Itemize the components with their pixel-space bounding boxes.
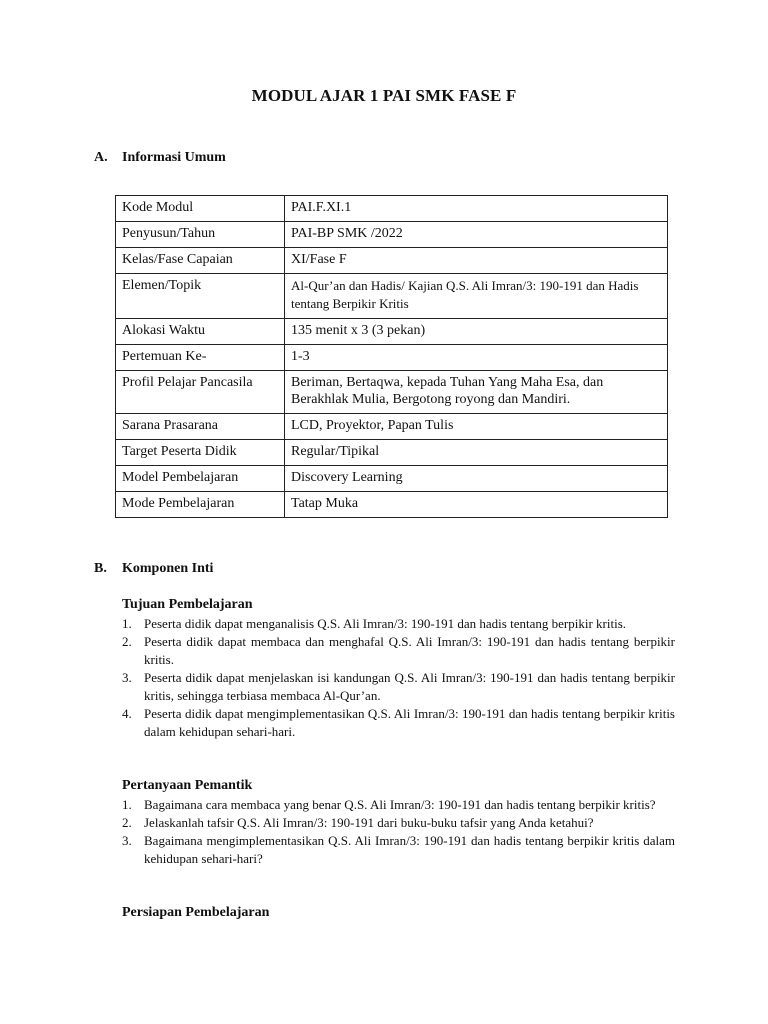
list-item bbox=[122, 633, 675, 669]
list-item-text: Peserta didik dapat mengimplementasikan Q.S. Ali Imran/3: 190-191 dan hadis tentang berpikir kritis dalam kehidupan sehari-hari. bbox=[144, 706, 675, 739]
pemantik-heading: Pertanyaan Pemantik bbox=[122, 778, 253, 793]
list-item-number: 4. bbox=[122, 706, 132, 721]
list-item-text: Peserta didik dapat menjelaskan isi kandungan Q.S. Ali Imran/3: 190-191 dan hadis tentang berpikir kritis, sehingga terbiasa membaca Al-Qur’an. bbox=[144, 670, 675, 703]
section-a-letter: A. bbox=[94, 150, 108, 165]
list-item bbox=[122, 669, 675, 705]
list-item bbox=[122, 832, 675, 868]
table-row bbox=[116, 274, 668, 319]
list-item bbox=[122, 615, 675, 633]
table-row bbox=[116, 414, 668, 440]
row-label-profil: Profil Pelajar Pancasila bbox=[116, 371, 285, 414]
row-label-kelas: Kelas/Fase Capaian bbox=[116, 248, 285, 274]
row-value-profil: Beriman, Bertaqwa, kepada Tuhan Yang Maha Esa, dan Berakhlak Mulia, Bergotong royong dan Mandiri. bbox=[285, 371, 668, 414]
table-row bbox=[116, 466, 668, 492]
row-value-kelas: XI/Fase F bbox=[285, 248, 668, 274]
table-row bbox=[116, 371, 668, 414]
list-item-text: Peserta didik dapat menganalisis Q.S. Ali Imran/3: 190-191 dan hadis tentang berpikir kritis. bbox=[144, 616, 626, 631]
row-label-penyusun: Penyusun/Tahun bbox=[116, 222, 285, 248]
section-b-title: Komponen Inti bbox=[122, 561, 214, 576]
section-a-heading bbox=[94, 150, 226, 166]
row-value-penyusun: PAI-BP SMK /2022 bbox=[285, 222, 668, 248]
row-value-elemen bbox=[285, 274, 668, 319]
tujuan-list bbox=[122, 615, 675, 741]
list-item bbox=[122, 814, 675, 832]
table-row bbox=[116, 222, 668, 248]
list-item-number: 2. bbox=[122, 815, 132, 830]
row-value-elemen-text: Al-Qur’an dan Hadis/ Kajian Q.S. Ali Imran/3: 190-191 dan Hadis tentang Berpikir Kritis bbox=[291, 278, 639, 311]
table-row bbox=[116, 345, 668, 371]
tujuan-heading: Tujuan Pembelajaran bbox=[122, 597, 253, 612]
section-b-heading bbox=[94, 561, 213, 577]
row-value-pertemuan: 1-3 bbox=[285, 345, 668, 371]
row-label-alokasi: Alokasi Waktu bbox=[116, 319, 285, 345]
list-item-number: 3. bbox=[122, 670, 132, 685]
list-item-text: Bagaimana cara membaca yang benar Q.S. Ali Imran/3: 190-191 dan hadis tentang berpikir kritis? bbox=[144, 797, 656, 812]
list-item-number: 2. bbox=[122, 634, 132, 649]
list-item-text: Bagaimana mengimplementasikan Q.S. Ali Imran/3: 190-191 dan hadis tentang berpikir kritis dalam kehidupan sehari-hari? bbox=[144, 833, 675, 866]
list-item bbox=[122, 796, 675, 814]
row-label-model: Model Pembelajaran bbox=[116, 466, 285, 492]
row-label-sarana: Sarana Prasarana bbox=[116, 414, 285, 440]
info-table bbox=[115, 195, 668, 518]
row-value-mode: Tatap Muka bbox=[285, 492, 668, 518]
persiapan-heading: Persiapan Pembelajaran bbox=[122, 905, 270, 920]
list-item-number: 1. bbox=[122, 616, 132, 631]
row-value-model: Discovery Learning bbox=[285, 466, 668, 492]
row-label-kode-modul: Kode Modul bbox=[116, 196, 285, 222]
section-b-letter: B. bbox=[94, 561, 107, 576]
list-item-number: 3. bbox=[122, 833, 132, 848]
row-label-elemen: Elemen/Topik bbox=[116, 274, 285, 319]
table-row bbox=[116, 492, 668, 518]
list-item bbox=[122, 705, 675, 741]
table-row bbox=[116, 196, 668, 222]
row-label-target: Target Peserta Didik bbox=[116, 440, 285, 466]
row-value-target: Regular/Tipikal bbox=[285, 440, 668, 466]
list-item-number: 1. bbox=[122, 797, 132, 812]
row-value-sarana: LCD, Proyektor, Papan Tulis bbox=[285, 414, 668, 440]
table-row bbox=[116, 319, 668, 345]
list-item-text: Jelaskanlah tafsir Q.S. Ali Imran/3: 190-191 dari buku-buku tafsir yang Anda ketahui? bbox=[144, 815, 594, 830]
table-row bbox=[116, 248, 668, 274]
row-label-mode: Mode Pembelajaran bbox=[116, 492, 285, 518]
row-label-pertemuan: Pertemuan Ke- bbox=[116, 345, 285, 371]
list-item-text: Peserta didik dapat membaca dan menghafal Q.S. Ali Imran/3: 190-191 dan hadis tentang berpikir kritis. bbox=[144, 634, 675, 667]
section-a-title: Informasi Umum bbox=[122, 150, 226, 165]
row-value-kode-modul: PAI.F.XI.1 bbox=[285, 196, 668, 222]
row-value-alokasi: 135 menit x 3 (3 pekan) bbox=[285, 319, 668, 345]
table-row bbox=[116, 440, 668, 466]
document-title: MODUL AJAR 1 PAI SMK FASE F bbox=[251, 86, 517, 105]
pemantik-list bbox=[122, 796, 675, 868]
